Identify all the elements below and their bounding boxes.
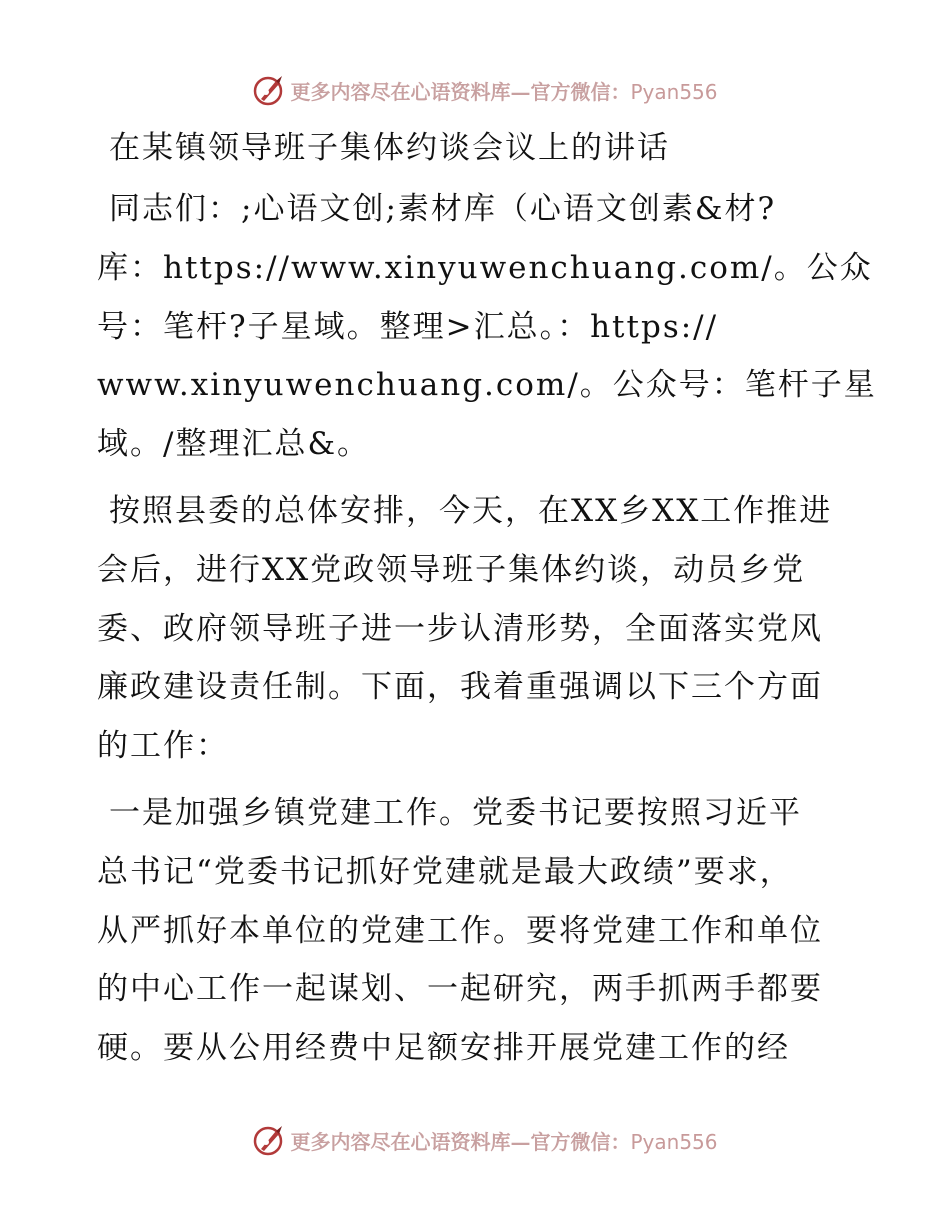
header-watermark-text: 更多内容尽在心语资料库—官方微信：Pyan556	[290, 79, 718, 104]
paragraph-line: 一是加强乡镇党建工作。党委书记要按照习近平	[109, 794, 802, 831]
paragraph-line: 的工作：	[97, 728, 229, 765]
paragraph-1	[97, 180, 877, 474]
paragraph-line: 总书记“党委书记抓好党建就是最大政绩”要求，	[97, 853, 793, 890]
paragraph-line: 廉政建设责任制。下面，我着重强调以下三个方面	[97, 669, 823, 706]
paragraph-line: 按照县委的总体安排，今天，在XX乡XX工作推进	[109, 492, 833, 529]
paragraph-line: 同志们：;心语文创;素材库（心语文创素&材?	[109, 191, 777, 227]
footer-watermark-banner	[0, 1120, 950, 1160]
document-title: 在某镇领导班子集体约谈会议上的讲话	[109, 130, 670, 166]
quill-logo-icon	[252, 1123, 286, 1157]
paragraph-2	[97, 482, 857, 776]
paragraph-line: 的中心工作一起谋划、一起研究，两手抓两手都要	[97, 971, 823, 1008]
paragraph-line: 硬。要从公用经费中足额安排开展党建工作的经	[97, 1030, 790, 1067]
quill-logo-icon	[252, 73, 286, 107]
paragraph-line: 从严抓好本单位的党建工作。要将党建工作和单位	[97, 912, 823, 949]
paragraph-line: 域。/整理汇总&。	[97, 426, 371, 463]
document-body	[97, 124, 877, 1086]
paragraph-line: 会后，进行XX党政领导班子集体约谈，动员乡党	[97, 551, 806, 588]
footer-watermark-text: 更多内容尽在心语资料库—官方微信：Pyan556	[290, 1129, 718, 1154]
paragraph-3	[97, 784, 857, 1078]
paragraph-line: 委、政府领导班子进一步认清形势，全面落实党风	[97, 610, 823, 647]
paragraph-line: www.xinyuwenchuang.com/。公众号：笔杆子星	[97, 367, 877, 404]
paragraph-line: 号：笔杆?子星域。整理>汇总。：https://	[97, 308, 719, 345]
header-watermark-banner	[0, 70, 950, 110]
paragraph-line: 库：https://www.xinyuwenchuang.com/。公众	[97, 249, 873, 286]
